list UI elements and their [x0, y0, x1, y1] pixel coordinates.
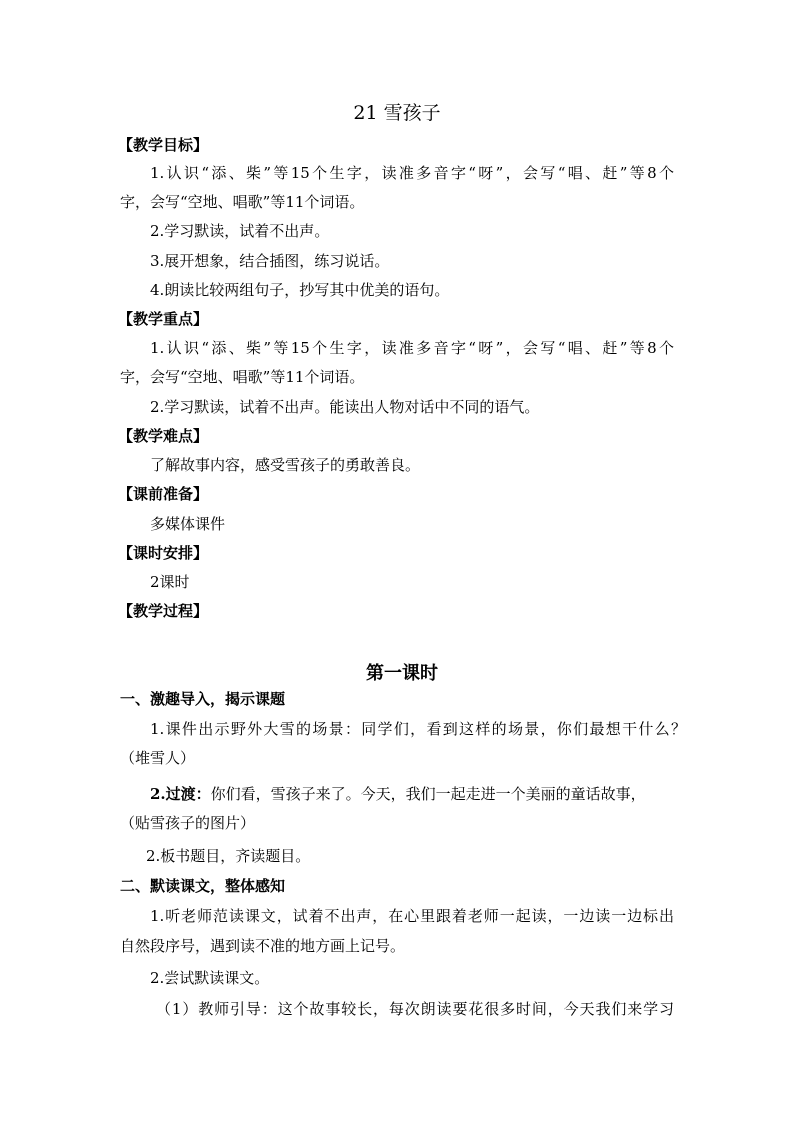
key-points-item1-line1: 1.认识“添、柴”等15个生字，读准多音字“呀”，会写“唱、赶”等8个 — [150, 339, 674, 357]
part1-p2-line1 — [150, 783, 674, 805]
goals-item1-line2: 字，会写“空地、唱歌”等11个词语。 — [120, 193, 365, 211]
heading-preparation: 【课前准备】 — [118, 485, 209, 503]
preparation-text: 多媒体课件 — [150, 515, 226, 533]
key-points-item2: 2.学习默读，试着不出声。能读出人物对话中不同的语气。 — [150, 398, 540, 416]
document-title: 21 雪孩子 — [353, 102, 441, 124]
part1-p1-line1: 1.课件出示野外大雪的场景：同学们，看到这样的场景，你们最想干什么？ — [150, 720, 686, 738]
part1-p1-line2: （堆雪人） — [120, 749, 196, 767]
heading-difficulties: 【教学难点】 — [118, 427, 209, 445]
schedule-text: 2课时 — [150, 573, 190, 591]
heading-goals: 【教学目标】 — [118, 136, 209, 154]
part1-p2-text: 你们看，雪孩子来了。今天，我们一起走进一个美丽的童话故事， — [210, 785, 646, 803]
part1-p2-line2: （贴雪孩子的图片） — [120, 814, 256, 832]
difficulties-text: 了解故事内容，感受雪孩子的勇敢善良。 — [150, 456, 421, 474]
heading-key-points: 【教学重点】 — [118, 310, 209, 328]
lesson1-title: 第一课时 — [366, 663, 438, 684]
part2-p2: 2.尝试默读课文。 — [150, 969, 270, 987]
part2-p1-line1: 1.听老师范读课文，试着不出声，在心里跟着老师一起读，一边读一边标出 — [150, 907, 674, 925]
goals-item2: 2.学习默读，试着不出声。 — [150, 222, 330, 240]
part1-p2-label: 2.过渡： — [150, 785, 211, 803]
part2-p1-line2: 自然段序号，遇到读不准的地方画上记号。 — [120, 937, 406, 955]
heading-process: 【教学过程】 — [118, 602, 209, 620]
key-points-item1-line2: 字，会写“空地、唱歌”等11个词语。 — [120, 368, 365, 386]
part2-p3-line1: （1）教师引导：这个故事较长，每次朗读要花很多时间，今天我们来学习 — [156, 1000, 674, 1018]
goals-item1-line1: 1.认识“添、柴”等15个生字，读准多音字“呀”，会写“唱、赶”等8个 — [150, 164, 674, 182]
part1-heading: 一、激趣导入，揭示课题 — [120, 690, 286, 708]
part2-heading: 二、默读课文，整体感知 — [120, 877, 286, 895]
part1-p3: 2.板书题目，齐读题目。 — [146, 847, 311, 865]
goals-item3: 3.展开想象，结合插图，练习说话。 — [150, 252, 390, 270]
heading-schedule: 【课时安排】 — [118, 544, 209, 562]
goals-item4: 4.朗读比较两组句子，抄写其中优美的语句。 — [150, 281, 450, 299]
